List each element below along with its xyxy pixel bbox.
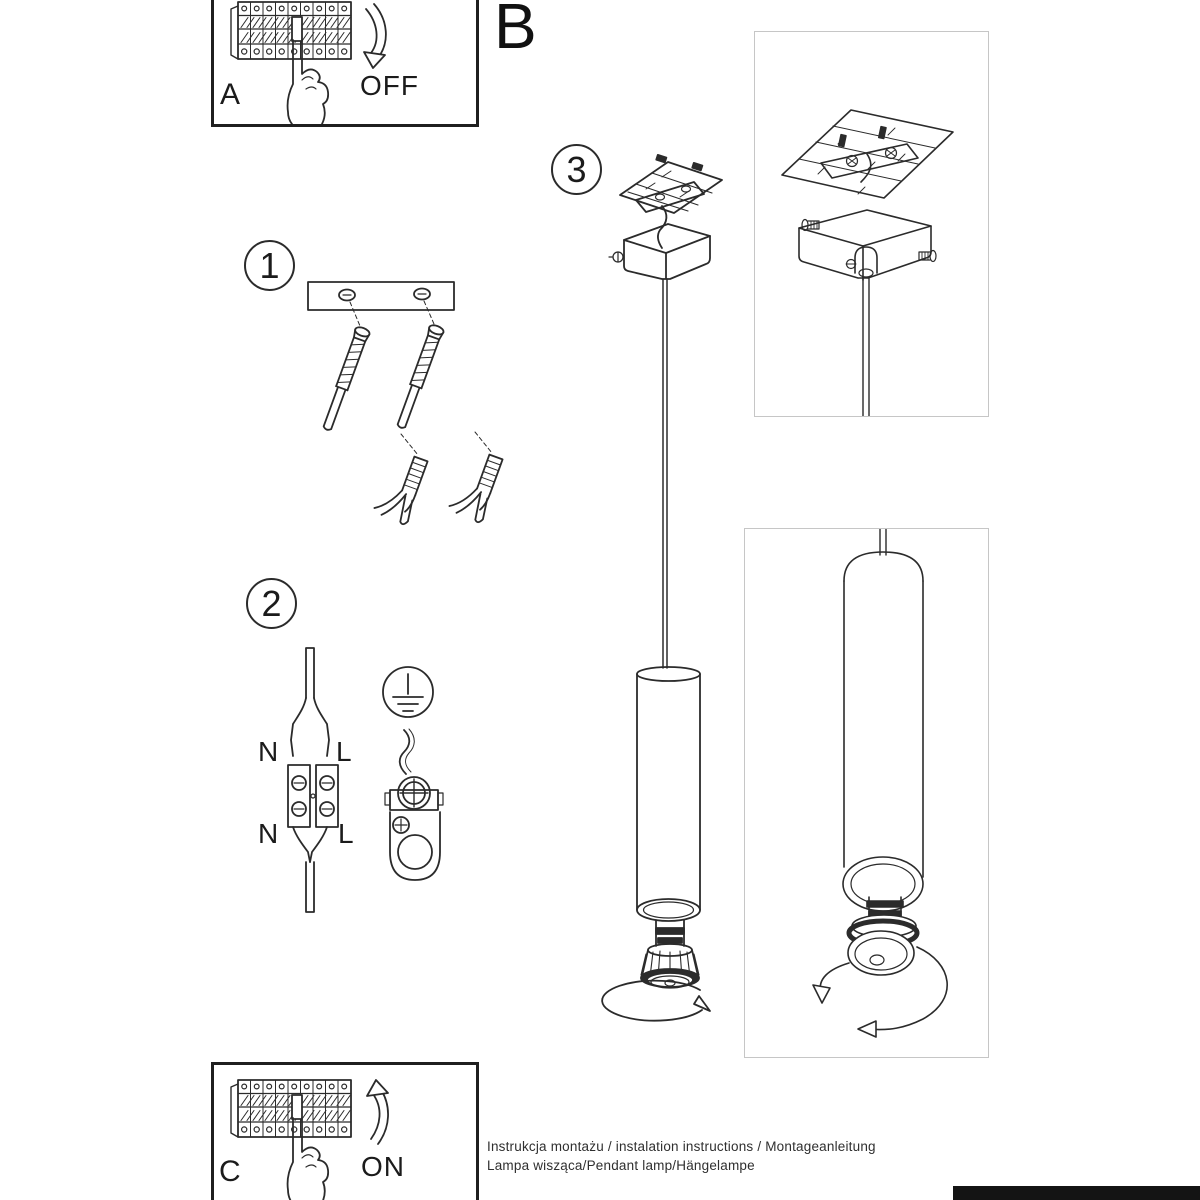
gu10-bulb — [848, 915, 917, 975]
cylinder-shade — [637, 667, 700, 921]
ceiling-mount-detail-box — [754, 31, 989, 417]
earth-clamp — [385, 777, 443, 880]
section-b-label: B — [494, 0, 537, 62]
wiring-terminal-illustration — [240, 640, 470, 930]
wall-plugs-screws-illustration — [300, 272, 545, 547]
mounting-strip — [308, 282, 454, 310]
wall-plug-icon — [373, 450, 430, 526]
wall-plug-icon — [448, 448, 505, 524]
circuit-breaker-on-icon — [214, 1065, 476, 1200]
panel-c-state-on: ON — [361, 1151, 405, 1182]
suspension-cable — [663, 279, 667, 668]
step-2-badge: 2 — [246, 578, 297, 629]
screw-icon — [320, 326, 371, 433]
gu10-socket — [656, 920, 684, 946]
panel-a-label: A — [220, 78, 241, 111]
step-1-badge: 1 — [244, 240, 295, 291]
bulb-insert-detail-box — [744, 528, 989, 1058]
suspension-cable — [863, 277, 869, 416]
footer-instructions-title: Instrukcja montażu / instalation instructions / Montageanleitung — [487, 1139, 876, 1154]
terminal-block — [288, 765, 338, 827]
ceiling-mount-detail-illustration — [755, 32, 988, 416]
arrow-down-icon — [364, 4, 386, 68]
suspension-cable — [880, 529, 886, 555]
pendant-assembly-illustration — [600, 140, 750, 1035]
screw-icon — [394, 324, 445, 431]
panel-c-label: C — [219, 1155, 241, 1188]
wire-label-l-bottom: L — [338, 818, 354, 849]
side-screw-icon — [919, 251, 936, 262]
footer-product-name: Lampa wisząca/Pendant lamp/Hängelampe — [487, 1158, 755, 1173]
earth-symbol-icon — [383, 667, 433, 717]
footer-black-bar — [953, 1186, 1200, 1200]
strain-relief — [846, 247, 877, 277]
wire-label-n-bottom: N — [258, 818, 279, 849]
arrow-up-icon — [367, 1080, 388, 1144]
step-3-badge: 3 — [551, 144, 602, 195]
cylinder-shade — [843, 552, 923, 911]
wire-label-n-top: N — [258, 736, 279, 767]
bulb-insert-detail-illustration — [745, 529, 988, 1057]
panel-a-state-off: OFF — [360, 70, 419, 101]
panel-a-box — [211, 0, 479, 127]
wire-label-l-top: L — [336, 736, 352, 767]
rotate-arrow-icon — [813, 963, 849, 1003]
circuit-breaker-off-icon — [214, 0, 476, 124]
panel-c-box — [211, 1062, 479, 1200]
